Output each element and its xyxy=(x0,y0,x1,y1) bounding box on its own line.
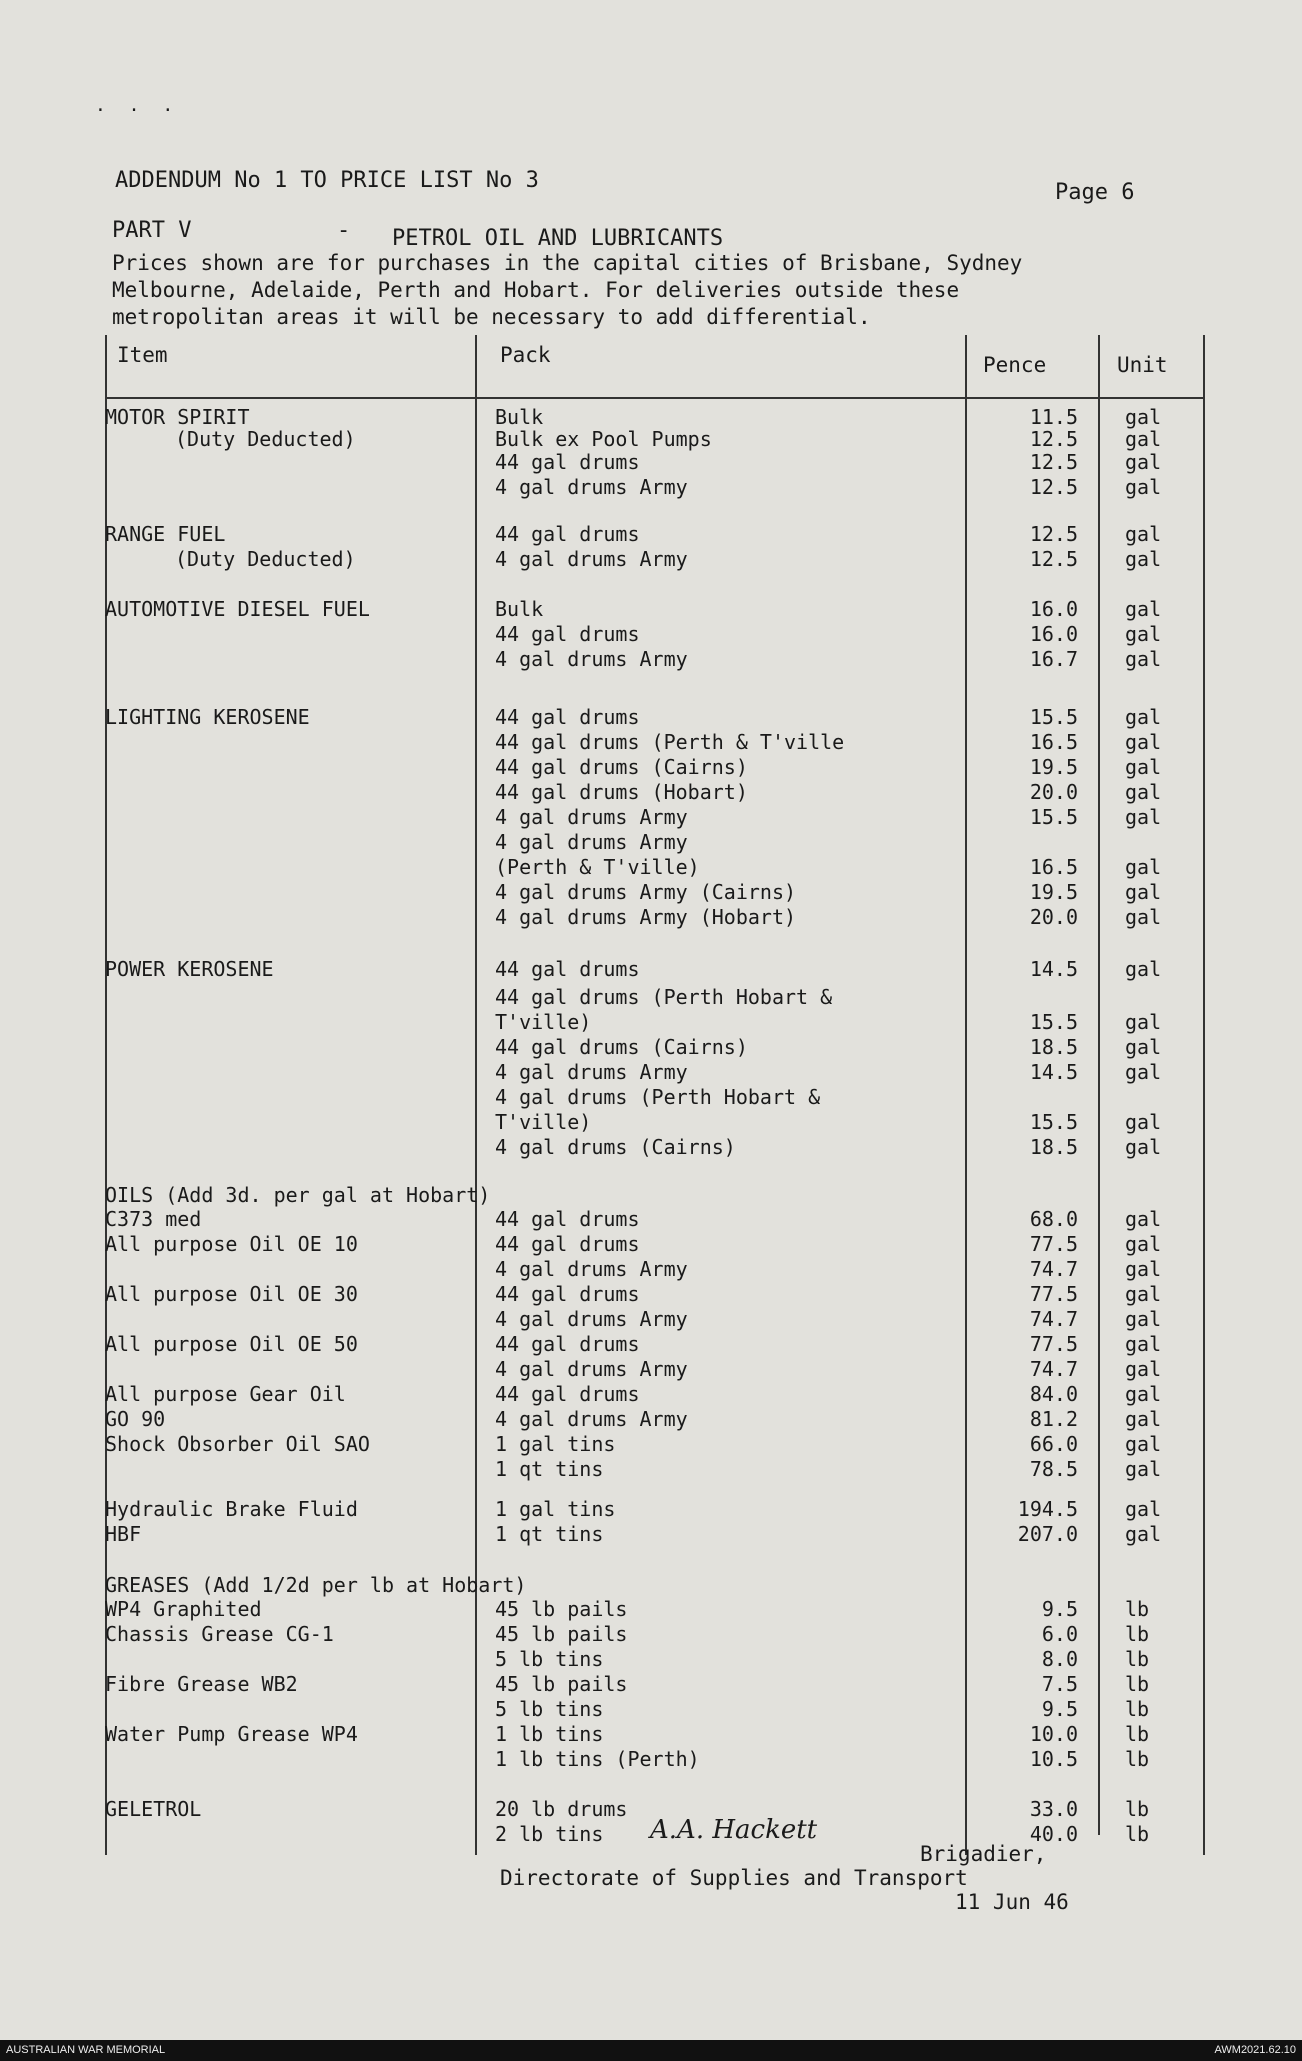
row-unit: gal xyxy=(1125,1232,1162,1256)
row-pack: T'ville) xyxy=(495,1110,592,1134)
row-item: Hydraulic Brake Fluid xyxy=(105,1497,358,1521)
row-pack: 4 gal drums Army (Hobart) xyxy=(495,905,797,929)
footer-reference: AWM2021.62.10 xyxy=(1214,2044,1296,2056)
row-item: OILS (Add 3d. per gal at Hobart) xyxy=(105,1183,491,1207)
col-pence: Pence xyxy=(983,353,1047,377)
row-pence: 14.5 xyxy=(1029,1060,1078,1084)
row-pence: 78.5 xyxy=(1029,1457,1078,1481)
row-unit: gal xyxy=(1125,1135,1162,1159)
row-unit: gal xyxy=(1125,880,1162,904)
row-pence: 74.7 xyxy=(1029,1257,1078,1281)
row-unit: gal xyxy=(1125,1497,1162,1521)
row-pence: 20.0 xyxy=(1029,905,1078,929)
row-pack: T'ville) xyxy=(495,1010,592,1034)
row-unit: gal xyxy=(1125,1407,1162,1431)
row-pence: 15.5 xyxy=(1029,1110,1078,1134)
row-unit: gal xyxy=(1125,647,1162,671)
row-pence: 33.0 xyxy=(1029,1797,1078,1821)
row-unit: gal xyxy=(1125,450,1162,474)
row-unit: lb xyxy=(1125,1747,1150,1771)
row-pence: 207.0 xyxy=(1017,1522,1078,1546)
row-item: WP4 Graphited xyxy=(105,1597,262,1621)
price-table xyxy=(105,335,1205,1855)
row-pence: 77.5 xyxy=(1029,1232,1078,1256)
row-pence: 7.5 xyxy=(1041,1672,1078,1696)
row-pack: 5 lb tins xyxy=(495,1647,604,1671)
row-unit: gal xyxy=(1125,1010,1162,1034)
row-pack: 44 gal drums (Perth Hobart & xyxy=(495,985,833,1009)
row-pence: 14.5 xyxy=(1029,957,1078,981)
row-unit: gal xyxy=(1125,1332,1162,1356)
row-pence: 16.7 xyxy=(1029,647,1078,671)
row-pence: 81.2 xyxy=(1029,1407,1078,1431)
row-item: All purpose Oil OE 30 xyxy=(105,1282,358,1306)
row-item: RANGE FUEL xyxy=(105,522,226,546)
row-unit: gal xyxy=(1125,905,1162,929)
row-pack: 4 gal drums Army xyxy=(495,647,688,671)
row-item: All purpose Oil OE 50 xyxy=(105,1332,358,1356)
row-pence: 15.5 xyxy=(1029,1010,1078,1034)
row-pack: 4 gal drums Army xyxy=(495,830,688,854)
row-pack: 44 gal drums xyxy=(495,957,640,981)
row-pence: 12.5 xyxy=(1029,475,1078,499)
row-unit: gal xyxy=(1125,1207,1162,1231)
row-unit: lb xyxy=(1125,1797,1150,1821)
row-item: All purpose Oil OE 10 xyxy=(105,1232,358,1256)
row-unit: gal xyxy=(1125,780,1162,804)
rank: Brigadier, xyxy=(920,1842,1047,1866)
row-unit: gal xyxy=(1125,855,1162,879)
row-unit: lb xyxy=(1125,1672,1150,1696)
row-unit: gal xyxy=(1125,1307,1162,1331)
signature-title xyxy=(500,1842,1046,1866)
row-pack: 2 lb tins xyxy=(495,1822,604,1846)
row-pence: 16.0 xyxy=(1029,622,1078,646)
row-pack: 4 gal drums Army xyxy=(495,1060,688,1084)
row-pence: 18.5 xyxy=(1029,1135,1078,1159)
row-pack: 44 gal drums xyxy=(495,522,640,546)
row-unit: lb xyxy=(1125,1822,1150,1846)
row-pence: 8.0 xyxy=(1041,1647,1078,1671)
row-pack: 20 lb drums xyxy=(495,1797,628,1821)
row-pack: 44 gal drums (Cairns) xyxy=(495,755,748,779)
row-pence: 10.5 xyxy=(1029,1747,1078,1771)
intro-line: Melbourne, Adelaide, Perth and Hobart. For deliveries outside these xyxy=(112,278,960,302)
divider-item-pack xyxy=(475,335,477,1855)
col-unit: Unit xyxy=(1117,353,1168,377)
row-item: POWER KEROSENE xyxy=(105,957,274,981)
row-pack: 44 gal drums xyxy=(495,1332,640,1356)
row-pack: 4 gal drums (Perth Hobart & xyxy=(495,1085,821,1109)
row-pack: 4 gal drums Army (Cairns) xyxy=(495,880,797,904)
row-pack: Bulk xyxy=(495,405,544,429)
row-item: All purpose Gear Oil xyxy=(105,1382,346,1406)
row-pack: 4 gal drums Army xyxy=(495,1257,688,1281)
row-pack: 4 gal drums Army xyxy=(495,805,688,829)
row-pence: 16.5 xyxy=(1029,855,1078,879)
row-unit: gal xyxy=(1125,475,1162,499)
row-pence: 15.5 xyxy=(1029,805,1078,829)
row-item: (Duty Deducted) xyxy=(175,547,356,571)
row-unit: gal xyxy=(1125,1357,1162,1381)
row-pack: 4 gal drums Army xyxy=(495,547,688,571)
row-pack: 44 gal drums xyxy=(495,705,640,729)
row-pence: 12.5 xyxy=(1029,547,1078,571)
row-pence: 84.0 xyxy=(1029,1382,1078,1406)
row-item: GREASES (Add 1/2d per lb at Hobart) xyxy=(105,1573,527,1597)
row-pack: 44 gal drums xyxy=(495,1232,640,1256)
row-pack: 1 lb tins xyxy=(495,1722,604,1746)
row-item: Shock Obsorber Oil SAO xyxy=(105,1432,370,1456)
row-pack: 1 gal tins xyxy=(495,1497,616,1521)
row-pack: 4 gal drums Army xyxy=(495,1307,688,1331)
row-pence: 68.0 xyxy=(1029,1207,1078,1231)
row-unit: gal xyxy=(1125,1457,1162,1481)
row-pence: 16.0 xyxy=(1029,597,1078,621)
row-item: (Duty Deducted) xyxy=(175,427,356,451)
row-item: LIGHTING KEROSENE xyxy=(105,705,310,729)
row-pack: 1 gal tins xyxy=(495,1432,616,1456)
row-pence: 11.5 xyxy=(1029,405,1078,429)
row-pack: 4 gal drums (Cairns) xyxy=(495,1135,736,1159)
divider-pack-pence xyxy=(965,335,967,1855)
row-unit: gal xyxy=(1125,705,1162,729)
row-pence: 12.5 xyxy=(1029,450,1078,474)
row-pack: Bulk xyxy=(495,597,544,621)
row-pence: 18.5 xyxy=(1029,1035,1078,1059)
row-unit: gal xyxy=(1125,957,1162,981)
row-pence: 9.5 xyxy=(1041,1597,1078,1621)
row-pack: 4 gal drums Army xyxy=(495,475,688,499)
row-pack: 4 gal drums Army xyxy=(495,1407,688,1431)
row-pence: 10.0 xyxy=(1029,1722,1078,1746)
row-pack: 45 lb pails xyxy=(495,1597,628,1621)
row-unit: gal xyxy=(1125,1382,1162,1406)
handwritten-signature: A.A. Hackett xyxy=(650,1815,818,1845)
row-pack: 1 qt tins xyxy=(495,1457,604,1481)
row-pack: 44 gal drums (Perth & T'ville xyxy=(495,730,845,754)
footer-source: AUSTRALIAN WAR MEMORIAL xyxy=(6,2044,166,2056)
row-item: C373 med xyxy=(105,1207,202,1231)
row-unit: gal xyxy=(1125,1060,1162,1084)
row-unit: gal xyxy=(1125,1522,1162,1546)
row-item: GO 90 xyxy=(105,1407,166,1431)
row-pack: 44 gal drums (Cairns) xyxy=(495,1035,748,1059)
col-item: Item xyxy=(117,343,168,367)
row-unit: gal xyxy=(1125,755,1162,779)
col-pack: Pack xyxy=(500,343,551,367)
row-pack: 1 qt tins xyxy=(495,1522,604,1546)
part-dash: - xyxy=(337,218,351,243)
row-unit: gal xyxy=(1125,405,1162,429)
row-pack: 45 lb pails xyxy=(495,1672,628,1696)
part-heading xyxy=(112,218,724,251)
row-pence: 12.5 xyxy=(1029,427,1078,451)
row-unit: gal xyxy=(1125,1110,1162,1134)
row-item: Water Pump Grease WP4 xyxy=(105,1722,358,1746)
row-pence: 15.5 xyxy=(1029,705,1078,729)
divider-pence-unit xyxy=(1098,335,1100,1835)
row-unit: lb xyxy=(1125,1647,1150,1671)
row-pence: 74.7 xyxy=(1029,1307,1078,1331)
row-unit: gal xyxy=(1125,1282,1162,1306)
row-unit: gal xyxy=(1125,522,1162,546)
row-pack: 5 lb tins xyxy=(495,1697,604,1721)
row-item: AUTOMOTIVE DIESEL FUEL xyxy=(105,597,370,621)
row-unit: gal xyxy=(1125,622,1162,646)
intro-line: Prices shown are for purchases in the capital cities of Brisbane, Sydney xyxy=(112,251,1023,275)
row-pack: 44 gal drums (Hobart) xyxy=(495,780,748,804)
row-pence: 12.5 xyxy=(1029,522,1078,546)
row-item: Chassis Grease CG-1 xyxy=(105,1622,334,1646)
row-pence: 9.5 xyxy=(1041,1697,1078,1721)
ink-specks: · · · xyxy=(95,100,180,121)
document-header: ADDENDUM No 1 TO PRICE LIST No 3 xyxy=(115,168,539,193)
row-pack: 4 gal drums Army xyxy=(495,1357,688,1381)
row-pence: 6.0 xyxy=(1041,1622,1078,1646)
row-pence: 40.0 xyxy=(1029,1822,1078,1846)
row-pence: 194.5 xyxy=(1017,1497,1078,1521)
row-unit: gal xyxy=(1125,1432,1162,1456)
row-pack: 44 gal drums xyxy=(495,450,640,474)
row-pack: 44 gal drums xyxy=(495,1282,640,1306)
row-item: HBF xyxy=(105,1522,142,1546)
row-unit: gal xyxy=(1125,427,1162,451)
directorate: Directorate of Supplies and Transport xyxy=(500,1866,968,1890)
row-pack: (Perth & T'ville) xyxy=(495,855,700,879)
row-pack: 1 lb tins (Perth) xyxy=(495,1747,700,1771)
row-unit: lb xyxy=(1125,1597,1150,1621)
row-pence: 77.5 xyxy=(1029,1332,1078,1356)
row-unit: lb xyxy=(1125,1722,1150,1746)
intro-paragraph xyxy=(112,250,1192,331)
row-unit: gal xyxy=(1125,805,1162,829)
row-pence: 16.5 xyxy=(1029,730,1078,754)
row-pence: 77.5 xyxy=(1029,1282,1078,1306)
row-pence: 19.5 xyxy=(1029,755,1078,779)
row-item: MOTOR SPIRIT xyxy=(105,405,250,429)
page-number: Page 6 xyxy=(1055,180,1135,205)
row-unit: lb xyxy=(1125,1622,1150,1646)
header-rule xyxy=(105,397,1205,399)
row-unit: lb xyxy=(1125,1697,1150,1721)
part-label: PART V xyxy=(112,218,192,243)
row-unit: gal xyxy=(1125,1035,1162,1059)
row-pence: 19.5 xyxy=(1029,880,1078,904)
row-pack: 44 gal drums xyxy=(495,1207,640,1231)
row-pack: 44 gal drums xyxy=(495,622,640,646)
row-item: GELETROL xyxy=(105,1797,202,1821)
archive-footer xyxy=(0,2040,1302,2061)
row-unit: gal xyxy=(1125,730,1162,754)
table-border-right xyxy=(1203,335,1205,1855)
part-title: PETROL OIL AND LUBRICANTS xyxy=(392,226,724,251)
row-pence: 66.0 xyxy=(1029,1432,1078,1456)
row-pack: Bulk ex Pool Pumps xyxy=(495,427,712,451)
row-pack: 45 lb pails xyxy=(495,1622,628,1646)
row-unit: gal xyxy=(1125,597,1162,621)
signature-date: 11 Jun 46 xyxy=(955,1890,1069,1914)
row-unit: gal xyxy=(1125,547,1162,571)
intro-line: metropolitan areas it will be necessary to add differential. xyxy=(112,305,871,329)
row-item: Fibre Grease WB2 xyxy=(105,1672,298,1696)
row-unit: gal xyxy=(1125,1257,1162,1281)
row-pence: 20.0 xyxy=(1029,780,1078,804)
row-pence: 74.7 xyxy=(1029,1357,1078,1381)
row-pack: 44 gal drums xyxy=(495,1382,640,1406)
